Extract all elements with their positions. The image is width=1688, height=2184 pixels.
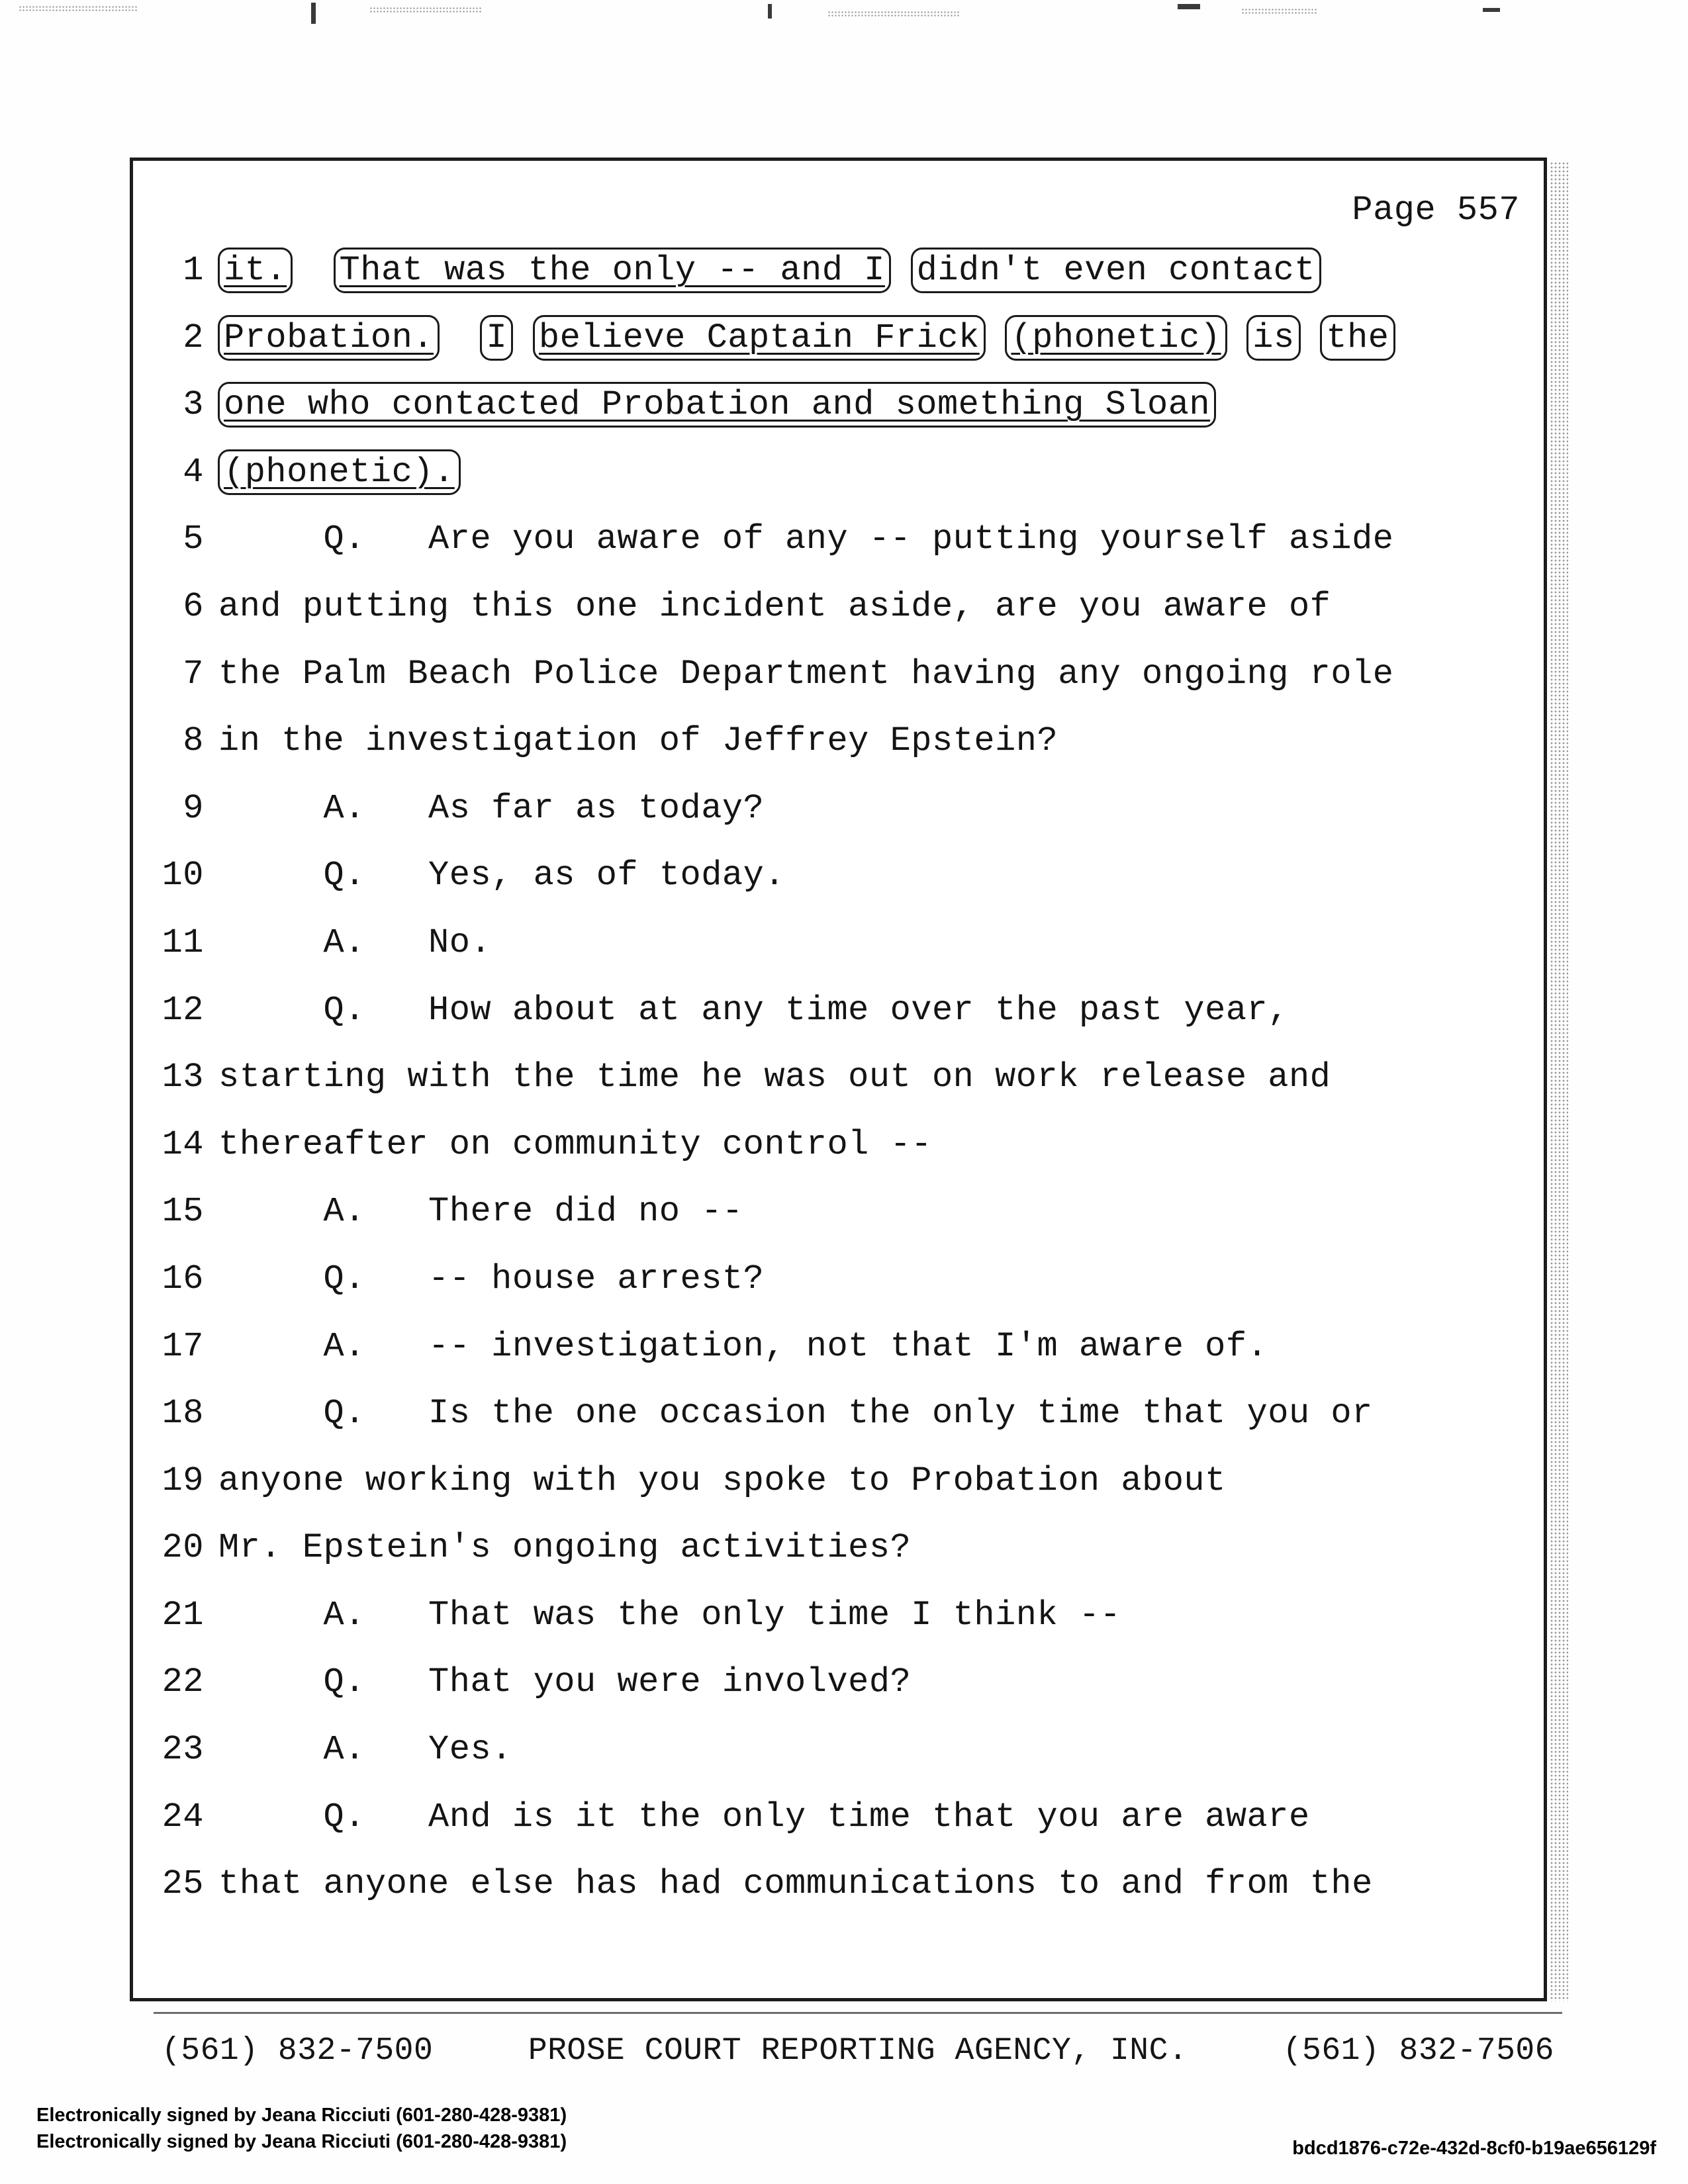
transcript-line [130,1313,1573,1381]
annotated-phrase: That was the only -- and I [334,248,891,293]
transcript-line [130,775,1573,842]
line-number: 7 [183,654,204,694]
annotated-phrase: one who contacted Probation and something Sloan [218,382,1216,428]
line-number: 17 [162,1326,204,1366]
annotated-phrase: (phonetic). [218,449,461,495]
reporter-footer [162,2033,1554,2069]
line-number: 20 [162,1528,204,1568]
line-text [218,1850,1573,1918]
line-text-segment: Q. And is it the only time that you are aware [218,1797,1310,1837]
line-text [218,707,1573,775]
transcript-line [130,1649,1573,1716]
line-text-segment: A. Yes. [218,1730,512,1770]
annotated-phrase: (phonetic) [1005,315,1227,361]
line-number: 14 [162,1124,204,1164]
line-number: 24 [162,1797,204,1837]
transcript-line [130,1246,1573,1313]
line-text-segment [439,318,481,357]
line-number: 9 [183,788,204,828]
line-text-segment: Q. Is the one occasion the only time that you or [218,1394,1373,1433]
line-text-segment: the Palm Beach Police Department having any ongoing role [218,654,1394,694]
line-text [218,506,1573,573]
annotated-phrase: I [480,315,513,361]
line-text-segment: A. There did no -- [218,1192,743,1232]
scan-artifact [369,7,482,13]
line-text [218,1246,1573,1313]
footer-agency-name: PROSE COURT REPORTING AGENCY, INC. [528,2033,1188,2069]
transcript-lines [130,237,1573,1918]
line-text-segment: starting with the time he was out on work release and [218,1058,1331,1097]
scan-artifact [19,5,138,12]
line-text [218,237,1573,304]
transcript-line [130,1111,1573,1179]
signature-block [36,2102,567,2155]
line-text-segment [1227,318,1248,357]
line-text [218,1649,1573,1716]
line-text [218,909,1573,977]
line-text-segment: A. -- investigation, not that I'm aware of. [218,1326,1268,1366]
line-number: 3 [183,385,204,425]
footer-phone-left: (561) 832-7500 [162,2033,434,2069]
line-text-segment: A. That was the only time I think -- [218,1595,1121,1635]
annotated-phrase: the [1320,315,1395,361]
transcript-line [130,573,1573,641]
line-text [218,1784,1573,1851]
line-text-segment: that anyone else has had communications to and from the [218,1864,1373,1904]
line-number: 1 [183,251,204,290]
line-text-segment: anyone working with you spoke to Probation about [218,1461,1226,1500]
line-text [218,1447,1573,1515]
line-text-segment: thereafter on community control -- [218,1124,932,1164]
transcript-line [130,1447,1573,1515]
transcript-line [130,439,1573,506]
line-text-segment: A. As far as today? [218,788,765,828]
scan-artifact [827,11,960,17]
line-text [218,842,1573,909]
transcript-line [130,842,1573,909]
scan-artifact [1483,8,1500,12]
line-text [218,1582,1573,1649]
line-text-segment: Q. -- house arrest? [218,1259,765,1298]
line-text-segment [512,318,534,357]
transcript-line [130,641,1573,708]
transcript-line [130,909,1573,977]
scan-artifact [1241,8,1317,15]
line-number: 11 [162,923,204,962]
transcript-line [130,707,1573,775]
line-text-segment: in the investigation of Jeffrey Epstein? [218,721,1058,761]
line-text [218,439,1573,506]
line-text [218,641,1573,708]
annotated-phrase: is [1246,315,1300,361]
line-text-segment [1300,318,1321,357]
signature-line: Electronically signed by Jeana Ricciuti (601-280-428-9381) [36,2105,567,2126]
transcript-line [130,1044,1573,1111]
line-text [218,775,1573,842]
document-id: bdcd1876-c72e-432d-8cf0-b19ae656129f [1292,2138,1656,2159]
line-text-segment [890,251,912,290]
line-text [218,1178,1573,1246]
transcript-line [130,506,1573,573]
transcript-line [130,1716,1573,1784]
annotated-phrase: Probation. [218,315,440,361]
line-number: 6 [183,586,204,626]
scan-artifact [311,3,316,24]
line-text-segment [985,318,1006,357]
line-number: 2 [183,318,204,357]
annotated-phrase: believe Captain Frick [533,315,986,361]
line-number: 13 [162,1058,204,1097]
line-text-segment: Q. That you were involved? [218,1662,912,1702]
line-text [218,1044,1573,1111]
line-text-segment [292,251,334,290]
line-number: 4 [183,452,204,492]
scan-bottom-line [154,2012,1562,2014]
signature-line: Electronically signed by Jeana Ricciuti (601-280-428-9381) [36,2131,567,2152]
line-text [218,371,1573,439]
line-text-segment: Q. Yes, as of today. [218,856,786,895]
transcript-line [130,1514,1573,1582]
line-text [218,1514,1573,1582]
line-text-segment: and putting this one incident aside, are you aware of [218,586,1331,626]
line-number: 21 [162,1595,204,1635]
line-text [218,1111,1573,1179]
transcript-line [130,304,1573,372]
line-number: 15 [162,1192,204,1232]
transcript-line [130,1850,1573,1918]
transcript-line [130,1178,1573,1246]
transcript-line [130,1784,1573,1851]
line-text [218,1313,1573,1381]
line-text-segment: A. No. [218,923,492,962]
line-number: 12 [162,990,204,1030]
line-number: 22 [162,1662,204,1702]
transcript-line [130,1582,1573,1649]
line-text [218,1716,1573,1784]
transcript-line [130,977,1573,1044]
scan-artifact [768,4,772,19]
line-number: 8 [183,721,204,761]
line-number: 10 [162,856,204,895]
transcript-line [130,371,1573,439]
line-text-segment: Mr. Epstein's ongoing activities? [218,1528,912,1568]
line-text [218,1380,1573,1447]
line-number: 5 [183,520,204,559]
line-number: 18 [162,1394,204,1433]
footer-phone-right: (561) 832-7506 [1282,2033,1554,2069]
line-text [218,977,1573,1044]
annotated-phrase: it. [218,248,293,293]
line-number: 25 [162,1864,204,1904]
line-number: 16 [162,1259,204,1298]
line-number: 23 [162,1730,204,1770]
annotated-phrase: didn't even contact [911,248,1321,293]
line-text [218,573,1573,641]
line-text-segment: Q. Are you aware of any -- putting yourself aside [218,520,1394,559]
line-number: 19 [162,1461,204,1500]
line-text-segment: Q. How about at any time over the past year, [218,990,1289,1030]
transcript-line [130,237,1573,304]
scan-artifact [1178,4,1200,9]
page-number-label: Page 557 [1352,191,1520,230]
transcript-line [130,1380,1573,1447]
line-text [218,304,1573,372]
